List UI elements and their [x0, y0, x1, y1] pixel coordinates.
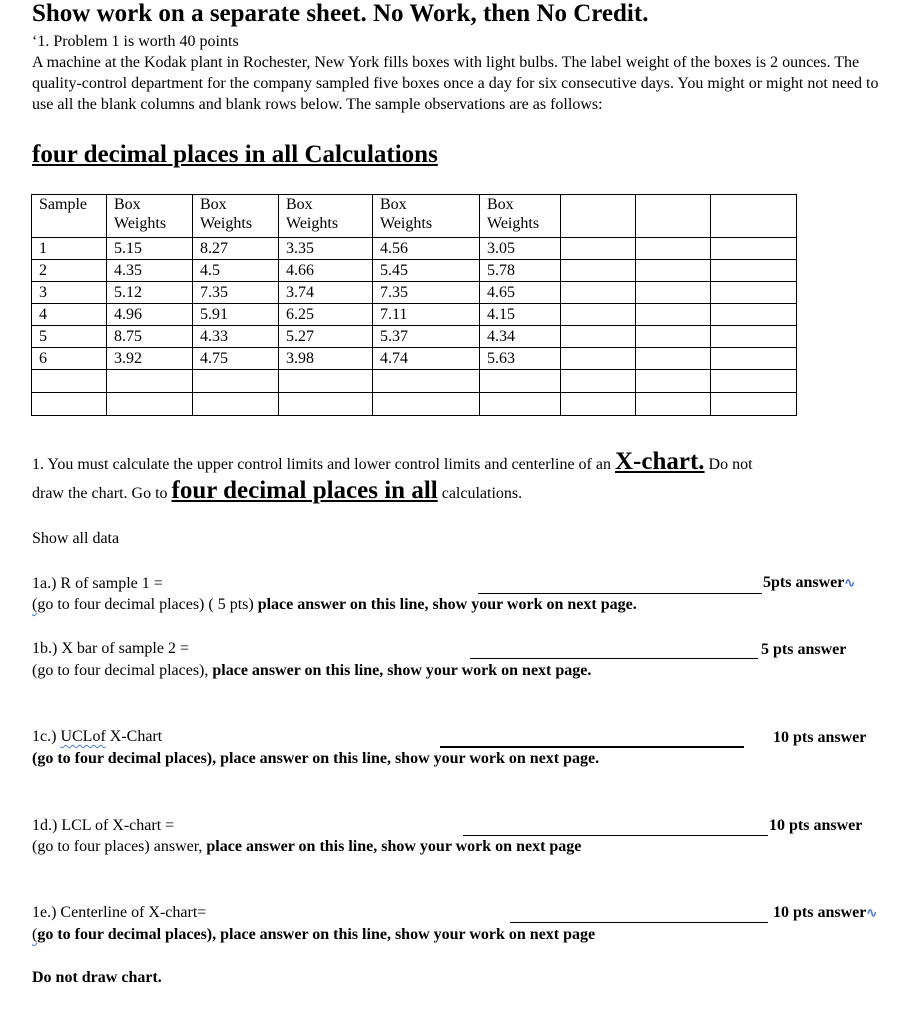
table-header-row: [32, 195, 797, 238]
q1b-points: 5 pts answer: [761, 641, 847, 658]
q1b-label: 1b.) X bar of sample 2 =: [32, 640, 189, 657]
sample-data-table: [31, 194, 797, 416]
sample-number: 6: [32, 348, 107, 370]
q1a-answer-line[interactable]: [478, 593, 762, 594]
blank-cell: [636, 348, 711, 370]
weight-cell: 3.35: [279, 238, 373, 260]
weight-cell: 5.15: [107, 238, 193, 260]
weight-cell: 5.91: [193, 304, 279, 326]
weight-cell: 5.12: [107, 282, 193, 304]
box-weights-header: Box Weights: [279, 195, 373, 238]
weight-cell: 4.5: [193, 260, 279, 282]
table-row: [32, 326, 797, 348]
blank-cell: [711, 326, 797, 348]
sample-number: 3: [32, 282, 107, 304]
weight-cell: 4.65: [480, 282, 561, 304]
weight-cell: 4.35: [107, 260, 193, 282]
q1c-points: 10 pts answer: [773, 729, 867, 746]
table-row: [32, 282, 797, 304]
q1d-instruction: (go to four places) answer, place answer on this line, show your work on next page: [32, 838, 582, 855]
q1e-answer-line[interactable]: [510, 922, 768, 923]
sample-number: 2: [32, 260, 107, 282]
blank-cell: [711, 282, 797, 304]
weight-cell: 8.75: [107, 326, 193, 348]
sample-number: 5: [32, 326, 107, 348]
blank-cell: [711, 304, 797, 326]
weight-cell: 5.27: [279, 326, 373, 348]
weight-cell: 4.33: [193, 326, 279, 348]
q1a-label: 1a.) R of sample 1 =: [32, 575, 163, 592]
sample-header: Sample: [32, 195, 107, 238]
q1e-label: 1e.) Centerline of X-chart=: [32, 904, 207, 921]
blank-cell: [561, 195, 636, 238]
weight-cell: 4.56: [373, 238, 480, 260]
weight-cell: 7.11: [373, 304, 480, 326]
blank-cell: [636, 260, 711, 282]
q1e-instruction: (go to four decimal places), place answer on this line, show your work on next page: [32, 926, 596, 943]
q1a-points: 5pts answer∿: [763, 574, 856, 591]
box-weights-header: Box Weights: [107, 195, 193, 238]
q1b-answer-line[interactable]: [470, 658, 758, 659]
instruction-line-2: draw the chart. Go to four decimal places in all calculations.: [32, 477, 523, 504]
table-row: [32, 260, 797, 282]
show-all-data: Show all data: [32, 530, 120, 547]
weight-cell: 4.15: [480, 304, 561, 326]
weight-cell: 7.35: [193, 282, 279, 304]
footer-note: Do not draw chart.: [32, 969, 162, 986]
weight-cell: 4.96: [107, 304, 193, 326]
q1d-label: 1d.) LCL of X-chart =: [32, 817, 175, 834]
blank-cell: [561, 238, 636, 260]
weight-cell: 5.63: [480, 348, 561, 370]
weight-cell: 5.37: [373, 326, 480, 348]
weight-cell: 4.74: [373, 348, 480, 370]
blank-cell: [636, 238, 711, 260]
weight-cell: 4.66: [279, 260, 373, 282]
weight-cell: 3.92: [107, 348, 193, 370]
q1e-points: 10 pts answer∿: [773, 904, 878, 921]
q1b-instruction: (go to four decimal places), place answer on this line, show your work on next page.: [32, 662, 592, 679]
weight-cell: 4.34: [480, 326, 561, 348]
table-row: [32, 238, 797, 260]
weight-cell: 8.27: [193, 238, 279, 260]
weight-cell: 7.35: [373, 282, 480, 304]
table-row: [32, 304, 797, 326]
blank-cell: [561, 304, 636, 326]
q1d-answer-line[interactable]: [463, 835, 768, 836]
box-weights-header: Box Weights: [373, 195, 480, 238]
box-weights-header: Box Weights: [193, 195, 279, 238]
weight-cell: 3.98: [279, 348, 373, 370]
blank-cell: [711, 195, 797, 238]
problem-line: ‘1. Problem 1 is worth 40 points: [32, 33, 239, 50]
weight-cell: 5.78: [480, 260, 561, 282]
weight-cell: 4.75: [193, 348, 279, 370]
xchart-emphasis: X-chart.: [614, 448, 705, 475]
blank-cell: [561, 282, 636, 304]
blank-cell: [636, 195, 711, 238]
precision-emphasis: four decimal places in all: [171, 477, 438, 504]
problem-intro: A machine at the Kodak plant in Rochester, New York fills boxes with light bulbs. The label weight of the boxes is 2 ounces. The quality-control department for the company sampled five boxes once a day for six consecutive days. You might or might not need to use all the blank columns and blank rows below. The sample observations are as follows:: [32, 54, 879, 113]
blank-cell: [711, 348, 797, 370]
blank-cell: [711, 260, 797, 282]
table-row: [32, 348, 797, 370]
weight-cell: 6.25: [279, 304, 373, 326]
blank-cell: [561, 348, 636, 370]
table-blank-row: [32, 370, 797, 393]
sample-number: 1: [32, 238, 107, 260]
box-weights-header: Box Weights: [480, 195, 561, 238]
q1c-instruction: (go to four decimal places), place answer on this line, show your work on next page.: [32, 750, 600, 767]
blank-cell: [561, 326, 636, 348]
q1a-instruction: (go to four decimal places) ( 5 pts) place answer on this line, show your work on next page.: [32, 596, 637, 613]
page-title: Show work on a separate sheet. No Work, then No Credit.: [32, 0, 649, 27]
blank-cell: [636, 282, 711, 304]
blank-cell: [561, 260, 636, 282]
blank-cell: [711, 238, 797, 260]
precision-heading: four decimal places in all Calculations: [32, 141, 438, 168]
weight-cell: 3.74: [279, 282, 373, 304]
weight-cell: 5.45: [373, 260, 480, 282]
weight-cell: 3.05: [480, 238, 561, 260]
q1d-points: 10 pts answer: [769, 817, 863, 834]
q1c-label: 1c.) UCLof X-Chart: [32, 728, 163, 745]
instruction-line-1: 1. You must calculate the upper control limits and lower control limits and centerline of an X-chart. Do not: [32, 448, 753, 475]
blank-cell: [636, 326, 711, 348]
table-blank-row: [32, 393, 797, 416]
blank-cell: [636, 304, 711, 326]
q1c-answer-line[interactable]: [440, 746, 744, 748]
sample-number: 4: [32, 304, 107, 326]
